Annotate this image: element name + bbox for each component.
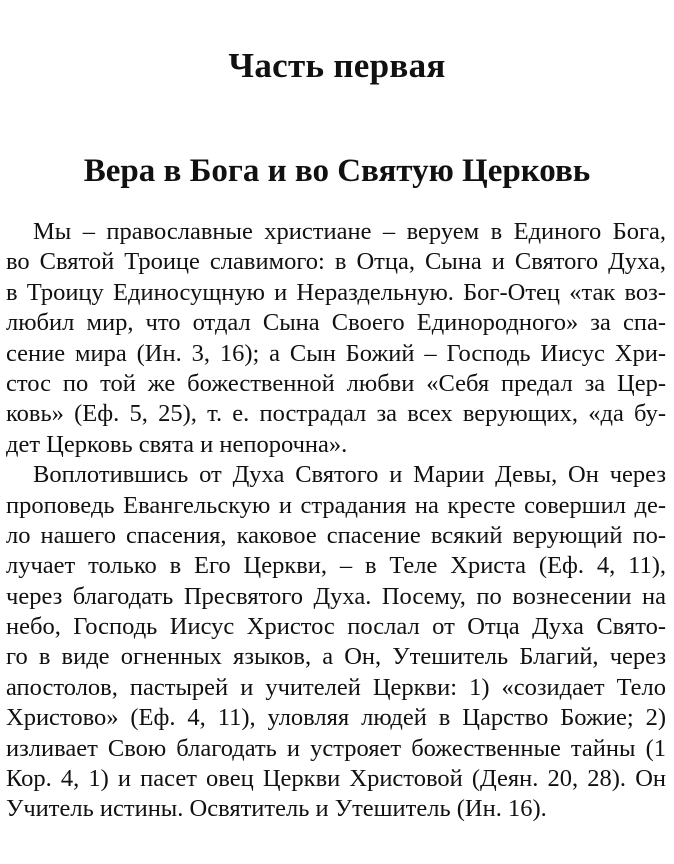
text-line: апостолов, пастырей и учителей Церкви: 1) «созидает Тело xyxy=(6,673,666,701)
paragraph-2 xyxy=(6,460,666,825)
text-line: Христово» (Еф. 4, 11), уловляя людей в Царство Божие; 2) xyxy=(6,704,666,732)
text-line: Кор. 4, 1) и пасет овец Церкви Христовой (Деян. 20, 28). Он xyxy=(6,765,666,793)
text-line: в Троицу Единосущную и Нераздельную. Бог-Отец «так воз- xyxy=(6,278,666,306)
body-text xyxy=(6,217,666,825)
text-line: любил мир, что отдал Сына Своего Единородного» за спа- xyxy=(6,309,666,337)
text-line: ковь» (Еф. 5, 25), т. е. пострадал за всех верующих, «да бу- xyxy=(6,400,666,428)
text-line: лучает только в Его Церкви, – в Теле Христа (Еф. 4, 11), xyxy=(6,552,666,580)
text-line: Мы – православные христиане – веруем в Единого Бога, xyxy=(33,218,666,245)
text-line: через благодать Пресвятого Духа. Посему, по вознесении на xyxy=(6,582,666,610)
text-line: во Святой Троице славимого: в Отца, Сына и Святого Духа, xyxy=(6,248,666,276)
text-line: дет Церковь свята и непорочна». xyxy=(6,430,348,458)
text-line: Воплотившись от Духа Святого и Марии Девы, Он через xyxy=(33,461,666,489)
text-line: стос по той же божественной любви «Себя предал за Цер- xyxy=(6,369,666,397)
text-line: изливает Свою благодать и устрояет божественные тайны (1 xyxy=(6,734,666,762)
text-line: ло нашего спасения, каковое спасение всякий верующий по- xyxy=(6,521,666,549)
text-line: сение мира (Ин. 3, 16); а Сын Божий – Господь Иисус Хри- xyxy=(6,339,666,367)
text-line: небо, Господь Иисус Христос послал от Отца Духа Свято- xyxy=(6,613,666,641)
chapter-title: Вера в Бога и во Святую Церковь xyxy=(83,153,591,189)
paragraph-1 xyxy=(6,217,666,460)
text-line: Учитель истины. Освятитель и Утешитель (Ин. 16). xyxy=(6,795,547,823)
text-line: го в виде огненных языков, а Он, Утешитель Благий, через xyxy=(6,643,666,671)
text-line: проповедь Евангельскую и страдания на кресте совершил де- xyxy=(6,491,666,519)
part-title: Часть первая xyxy=(228,46,446,85)
